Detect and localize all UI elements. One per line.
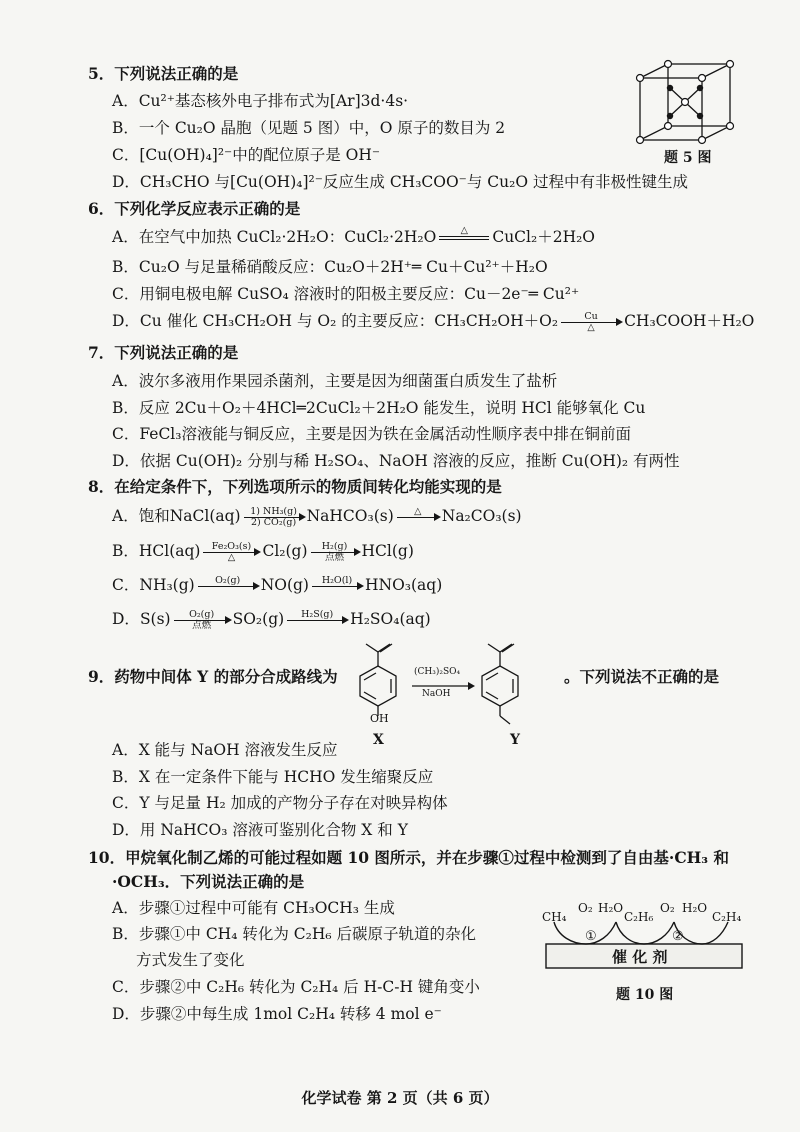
- q8-b-intermediate: Cl₂(g): [262, 542, 308, 560]
- q6-option-b: B．Cu₂O 与足量稀硝酸反应：Cu₂O＋2H⁺═ Cu＋Cu²⁺＋H₂O: [112, 258, 548, 276]
- q5-option-a: A．Cu²⁺基态核外电子排布式为[Ar]3d·4s·: [112, 92, 409, 110]
- q8-b-product: HCl(g): [361, 542, 414, 560]
- q5-crystal-cell-figure: [632, 58, 742, 146]
- q10-fig-o2-a: O₂: [578, 901, 593, 915]
- q8-b-reactant: HCl(aq): [138, 542, 201, 560]
- q9-stem-right: 。下列说法不正确的是: [564, 667, 720, 686]
- q8-d-reactant: S(s): [139, 610, 171, 628]
- q8-d-arrow1: [174, 610, 230, 631]
- q8-c-cond1a: O₂(g): [215, 574, 241, 586]
- q10-fig-step2: ②: [672, 929, 684, 944]
- q10-fig-h2o-a: H₂O: [598, 901, 624, 915]
- q8-option-d: [112, 608, 431, 631]
- q8-d-product: H₂SO₄(aq): [350, 610, 431, 628]
- q8-stem: 8．在给定条件下，下列选项所示的物质间转化均能实现的是: [88, 477, 502, 496]
- q5-option-c: C．[Cu(OH)₄]²⁻中的配位原子是 OH⁻: [112, 146, 381, 164]
- q10-fig-ch4: CH₄: [542, 910, 567, 924]
- q5-figure-caption: 题 5 图: [664, 150, 712, 166]
- q7-option-c: C．FeCl₃溶液能与铜反应，主要是因为铁在金属活动性顺序表中排在铜前面: [112, 425, 631, 443]
- q10-fig-h2o-b: H₂O: [682, 901, 708, 915]
- q8-a-arrow1: [244, 507, 304, 528]
- q8-c-arrow2: [312, 576, 362, 597]
- q8-d-cond1a: O₂(g): [189, 608, 215, 620]
- page-footer: 化学试卷 第 2 页（共 6 页）: [301, 1089, 499, 1107]
- q8-b-arrow2: [311, 542, 359, 563]
- q10-fig-o2-b: O₂: [660, 901, 675, 915]
- q9-reagent-bottom: NaOH: [422, 689, 451, 699]
- q8-a-cond1a: 1) NH₃(g): [250, 505, 297, 517]
- q6-a-right: CuCl₂＋2H₂O: [492, 228, 596, 246]
- q8-d-arrow2: [287, 610, 347, 631]
- q8-d-label: D．: [112, 610, 140, 628]
- q8-c-cond2a: H₂O(l): [321, 574, 353, 586]
- q8-b-cond1b: △: [227, 551, 236, 563]
- q9-option-a: A．X 能与 NaOH 溶液发生反应: [112, 741, 338, 759]
- q6-d-heat: △: [587, 321, 595, 333]
- q7-option-d: D．依据 Cu(OH)₂ 分别与稀 H₂SO₄、NaOH 溶液的反应，推断 Cu(OH)₂ 有两性: [112, 452, 680, 470]
- q8-c-arrow1: [198, 576, 258, 597]
- q8-a-reactant: 饱和NaCl(aq): [138, 507, 241, 525]
- q8-a-arrow2: [397, 507, 439, 528]
- q8-a-cond1b: 2) CO₂(g): [251, 516, 297, 528]
- q10-fig-step1: ①: [585, 929, 597, 944]
- q10-option-b-line1: B．步骤①中 CH₄ 转化为 C₂H₆ 后碳原子轨道的杂化: [112, 925, 476, 943]
- q10-option-a: A．步骤①过程中可能有 CH₃OCH₃ 生成: [112, 899, 395, 917]
- q10-fig-catalyst-label: 催 化 剂: [612, 948, 668, 966]
- q6-d-catalyst: Cu: [584, 310, 598, 322]
- q10-figure-caption: 题 10 图: [616, 987, 674, 1003]
- q5-option-d: D．CH₃CHO 与[Cu(OH)₄]²⁻反应生成 CH₃COO⁻与 Cu₂O 过程中有非极性键生成: [112, 173, 688, 191]
- q9-compound-x-label: X: [373, 732, 384, 748]
- q8-option-b: [112, 540, 414, 563]
- q9-option-d: D．用 NaHCO₃ 溶液可鉴别化合物 X 和 Y: [112, 821, 408, 839]
- q9-stem-left: 9．药物中间体 Y 的部分合成路线为: [88, 667, 338, 686]
- q5-stem: 5．下列说法正确的是: [88, 64, 239, 83]
- q10-fig-c2h4: C₂H₄: [712, 910, 742, 924]
- q9-option-c: C．Y 与足量 H₂ 加成的产物分子存在对映异构体: [112, 794, 448, 812]
- q10-fig-c2h6: C₂H₆: [624, 910, 654, 924]
- q10-option-b-line2: 方式发生了变化: [136, 951, 245, 969]
- q8-option-a: [112, 505, 522, 528]
- q6-d-arrow: [561, 312, 621, 333]
- q8-b-cond2a: H₂(g): [321, 540, 348, 552]
- q10-option-c: C．步骤②中 C₂H₆ 转化为 C₂H₄ 后 H-C-H 键角变小: [112, 978, 480, 996]
- q10-stem-line1: 10．甲烷氧化制乙烯的可能过程如题 10 图所示，并在步骤①过程中检测到了自由基·CH₃ 和: [88, 848, 729, 867]
- q10-option-d: D．步骤②中每生成 1mol C₂H₄ 转移 4 mol e⁻: [112, 1005, 442, 1023]
- q6-option-a: [112, 226, 595, 250]
- q8-c-product: HNO₃(aq): [364, 576, 443, 594]
- q8-option-c: [112, 574, 442, 597]
- q6-a-equals-sign: [439, 226, 489, 250]
- q6-stem: 6．下列化学反应表示正确的是: [88, 199, 301, 218]
- q6-d-right: CH₃COOH＋H₂O: [624, 312, 755, 330]
- q8-c-label: C．: [112, 576, 140, 594]
- q9-reagent-top: (CH₃)₂SO₄: [414, 667, 461, 677]
- q6-option-c: C．用铜电极电解 CuSO₄ 溶液时的阳极主要反应：Cu－2e⁻═ Cu²⁺: [112, 285, 580, 303]
- q10-stem-line2: ·OCH₃．下列说法正确的是: [112, 872, 305, 891]
- q6-a-left: A．在空气中加热 CuCl₂·2H₂O：CuCl₂·2H₂O: [112, 228, 437, 246]
- q8-c-reactant: NH₃(g): [139, 576, 195, 594]
- q8-b-arrow1: [203, 542, 259, 563]
- q5-option-b: B．一个 Cu₂O 晶胞（见题 5 图）中，O 原子的数目为 2: [112, 119, 506, 137]
- q8-d-cond1b: 点燃: [192, 619, 212, 631]
- q9-option-b: B．X 在一定条件下能与 HCHO 发生缩聚反应: [112, 768, 434, 786]
- q8-a-product: Na₂CO₃(s): [441, 507, 522, 525]
- q8-d-cond2a: H₂S(g): [301, 608, 334, 620]
- q8-b-cond2b: 点燃: [325, 551, 345, 563]
- q8-b-cond1a: Fe₂O₃(s): [211, 540, 252, 552]
- q6-a-condition: △: [460, 225, 468, 236]
- q8-a-label: A．: [112, 507, 139, 525]
- q8-a-cond2a: △: [414, 505, 422, 517]
- q7-stem: 7．下列说法正确的是: [88, 343, 239, 362]
- q9-compound-y-label: Y: [510, 732, 520, 748]
- q9-x-oh-group: OH: [370, 712, 389, 725]
- q6-option-d: [112, 310, 754, 333]
- q8-b-label: B．: [112, 542, 139, 560]
- q6-d-left: D．Cu 催化 CH₃CH₂OH 与 O₂ 的主要反应：CH₃CH₂OH＋O₂: [112, 312, 559, 330]
- q8-a-intermediate: NaHCO₃(s): [306, 507, 394, 525]
- q8-c-intermediate: NO(g): [260, 576, 309, 594]
- q7-option-b: B．反应 2Cu＋O₂＋4HCl═2CuCl₂＋2H₂O 能发生，说明 HCl 能够氧化 Cu: [112, 399, 646, 417]
- q7-option-a: A．波尔多液用作果园杀菌剂，主要是因为细菌蛋白质发生了盐析: [112, 372, 558, 390]
- q8-d-intermediate: SO₂(g): [232, 610, 285, 628]
